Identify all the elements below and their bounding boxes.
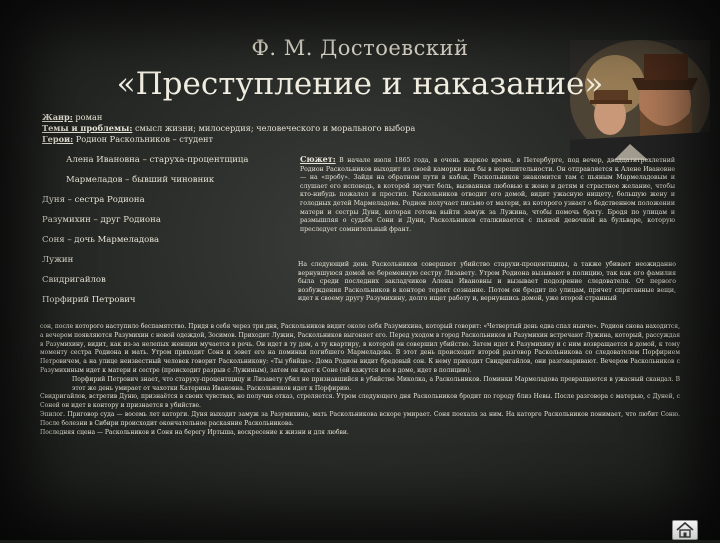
heroes-value: Родион Раскольников – студент	[73, 134, 214, 144]
heroes-list	[42, 153, 292, 313]
hero-item: Свидригайлов	[42, 275, 106, 285]
hero-item: Дуня – сестра Родиона	[42, 195, 145, 205]
plot-intro-text: В начале июля 1865 года, в очень жаркое время, в Петербурге, под вечер, двадцатитрехлетний Родион Раскольников выходит из своей каморки как бы в нерешительности. Он отправляется к Алене Ивановне — на «пробу». Зайдя на обратном пути в кабак, Раскольников знакомится там с пьяным Мармеладовым и слушает его исповедь, в которой звучит боль, вызванная любовью к жене и детям и страстное желание, чтобы кто-нибудь пожалел и простил. Раскольников отводит его домой, видит ужасную нищету, большую жену и голодных детей Мармеладова. Родион получает письмо от матери, из которого узнает о бедственном положении матери и сестры Дуни, которая готова выйти замуж за Лужина, чтобы помочь брату. Бродя по улицам и размышляя о судьбе Сони и Дуни, Раскольников сталкивается с пьяной девочкой на бульваре, которую преследует сомнительный франт.	[300, 157, 675, 233]
plot-line: Эпилог. Приговор суда — восемь лет каторги. Дуня выходит замуж за Разумихина, мать Раскольникова вскоре умирает. Соня поехала за ним. На каторге Раскольников понимает, что любит Соню. После болезни в Сибири происходит окончательное раскаяние Раскольникова.	[40, 410, 680, 427]
plot-label: Сюжет:	[300, 154, 336, 164]
hero-item: Порфирий Петрович	[42, 295, 136, 305]
plot-intro	[300, 155, 675, 234]
genre-value: роман	[72, 112, 103, 122]
plot-middle-text: На следующий день Раскольников совершает убийство старухи-процентщицы, а также убивает неожиданно вернувшуюся домой ее беременную сестру Лизавету. Утром Родиона вызывают в полицию, так как его фамилия была среди последних закладчиков Алены Ивановны и вызывает подозрение следователя. От первого возбуждения Раскольников в конторе теряет сознание. Потом он бродит по улицам, прячет спрятанные вещи, идет к своему другу Разумихину, долго ищет работу и, вернувшись домой, уже второй странный	[298, 261, 676, 303]
hero-item: Лужин	[42, 255, 74, 265]
meta-block	[42, 112, 676, 145]
plot-full-text: сон, после которого наступило беспамятство. Придя в себя через три дня, Раскольников видит около себя Разумихина, который говорит: «Четвертый день едва спал нынче». Родион снова находится, а вечером появляются Разумихин с новой одеждой, Зосимов. Приходит Лужин, Раскольников выгоняет его. Перед уходом в город Раскольников и Разумихин встречают Лужина, который, рассуждая в Разумихину, видит, как из-за нелепых женщин мучается в речь. Он идет в ту дом, а ту квартиру, в которой он совершил убийство. Затем идет к Разумихину и с ним возвращается в домой, к тому моменту сестра Родиона и мать. Утром приходит Соня и зовет его на поминки погибшего Мармеладова. В этот день происходит второй разговор Раскольникова со следователем Порфирием Петровичем, а на улице неизвестный человек говорит Раскольникову: «Ты убийца». Дома Родион видит бредовый сон. К нему приходит Свидригайлов, они разговаривают. Вечером Раскольников с Разумихиным идет к матери и сестре (происходит разрыв с Лужиным), затем он идет к Соне (ей кажутся все в доме, идет в полицию).	[40, 323, 680, 374]
genre-label: Жанр:	[42, 112, 73, 122]
hero-item: Алена Ивановна – старуха-процентщица	[66, 155, 249, 165]
hero-item: Мармеладов – бывший чиновник	[66, 175, 215, 185]
page-title: «Преступление и наказание»	[116, 66, 604, 102]
hero-item: Разумихин – друг Родиона	[42, 215, 161, 225]
home-icon	[673, 521, 697, 539]
themes-label: Темы и проблемы:	[42, 123, 133, 133]
genre-line	[42, 112, 676, 123]
themes-value: смысл жизни; милосердия; человеческого и морального выбора	[132, 123, 416, 133]
author-name: Ф. М. Достоевский	[251, 36, 469, 60]
themes-line	[42, 123, 676, 134]
plot-full-block	[40, 323, 680, 437]
home-button[interactable]	[672, 520, 698, 540]
hero-item: Соня – дочь Мармеладова	[42, 235, 160, 245]
plot-line: Свидригайлов, встретив Дуню, признаётся в своих чувствах, но получив отказ, стреляется. Утром следующего дня Раскольников бродит по городу близ Невы. После разговора с матерью, с Дуней, с Соней он идет в контору и признается в убийстве.	[40, 393, 680, 410]
heroes-line	[42, 134, 676, 145]
plot-line: Последняя сцена — Раскольников и Соня на берегу Иртыша, воскресение к жизни и для любви.	[40, 428, 349, 436]
plot-line: Порфирий Петрович знает, что старуху-процентщицу и Лизавету убил не признавшийся в убийстве Миколка, а Раскольников. Поминки Мармеладова превращаются в ужасный скандал. В этот же день умирает от чахотки Катерина Ивановна. Раскольников идет к Порфирию.	[72, 375, 680, 392]
heroes-label: Герои:	[42, 134, 74, 144]
